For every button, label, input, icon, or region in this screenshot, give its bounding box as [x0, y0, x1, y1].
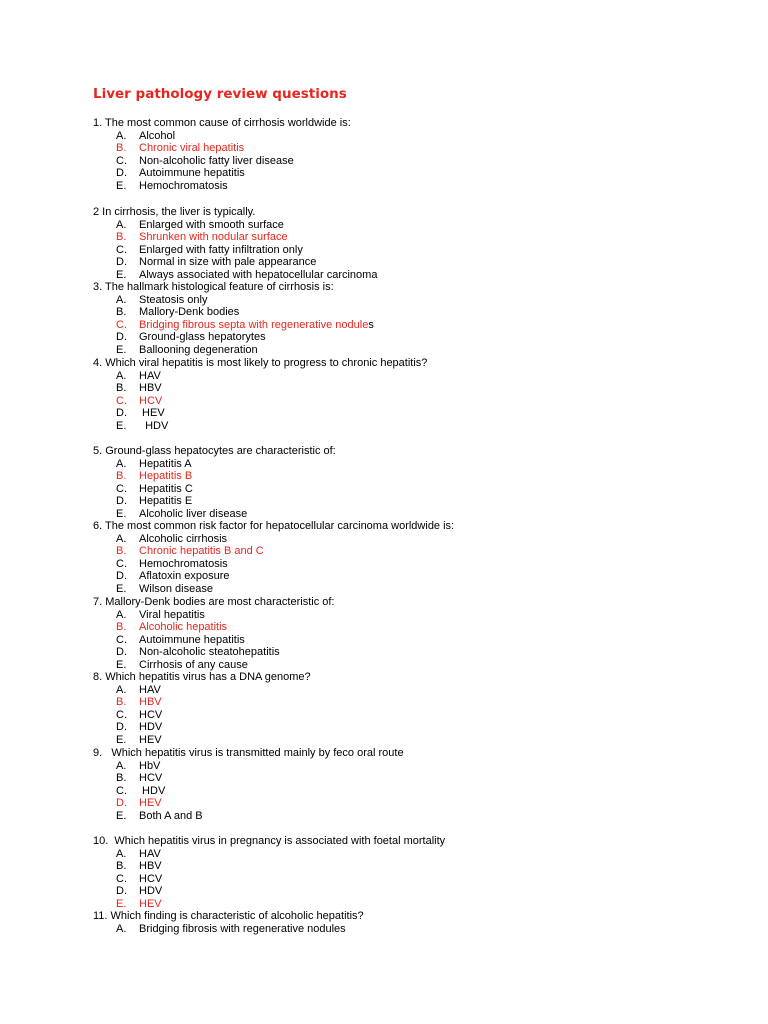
option-text-main: Cirrhosis of any cause [139, 659, 248, 671]
answer-option-text [139, 545, 264, 558]
option-text [139, 533, 227, 546]
option-text-main: Mallory-Denk bodies [139, 306, 240, 319]
option-text-main: HCV [139, 772, 163, 785]
option-text [139, 646, 280, 659]
option-letter: B. [116, 306, 127, 319]
option-text-main: HBV [139, 382, 162, 395]
option-text [139, 458, 192, 471]
option-text [139, 873, 162, 886]
option-text-main: Both A and B [139, 810, 203, 822]
option-letter: C. [116, 154, 127, 167]
option-text-main: Alcoholic liver disease [139, 508, 248, 520]
question-prompt-7: 7. Mallory-Denk bodies are most characteristic of: [93, 596, 335, 608]
option-text-main: Ballooning degeneration [139, 344, 258, 356]
option-text-main: HDV [139, 885, 163, 898]
option-text-main: HAV [139, 683, 161, 696]
option-text-main: HBV [139, 696, 162, 709]
question-prompt-4: 4. Which viral hepatitis is most likely to progress to chronic hepatitis? [93, 357, 428, 369]
option-letter: A. [116, 293, 127, 306]
option-text [139, 180, 228, 193]
option-letter: D. [116, 256, 127, 269]
option-text [139, 583, 213, 596]
option-text [139, 760, 160, 773]
option-letter: C. [116, 318, 127, 331]
option-text-main: HDV [139, 420, 169, 432]
option-text [139, 155, 294, 168]
option-text [139, 495, 192, 508]
option-text-main: HCV [139, 708, 163, 721]
option-text-main: Wilson disease [139, 583, 213, 595]
option-letter: E. [116, 898, 127, 910]
option-letter: D. [116, 495, 127, 508]
option-text-main: HDV [139, 784, 166, 797]
option-letter: E. [116, 344, 127, 356]
option-letter: A. [116, 683, 127, 696]
question-prompt-8: 8. Which hepatitis virus has a DNA genome? [93, 671, 311, 683]
question-prompt-5: 5. Ground-glass hepatocytes are characteristic of: [93, 445, 336, 457]
document-title: Liver pathology review questions [93, 86, 347, 102]
option-text-main: HDV [139, 721, 163, 734]
option-text-main: HCV [139, 394, 163, 407]
option-text [139, 709, 162, 722]
option-text-main: Autoimmune hepatitis [139, 633, 245, 646]
option-letter: D. [116, 167, 127, 180]
option-text [139, 734, 162, 747]
option-text-main: Hepatitis E [139, 495, 193, 508]
option-text-main: Ground-glass hepatorytes [139, 331, 266, 344]
option-letter: C. [116, 708, 127, 721]
option-text [139, 885, 162, 898]
question-prompt-9: 9. Which hepatitis virus is transmitted mainly by feco oral route [93, 747, 404, 759]
option-text [139, 420, 168, 433]
option-letter: E. [116, 420, 127, 432]
option-letter: B. [116, 545, 127, 558]
option-text [139, 256, 316, 269]
option-text-main: Hemochromatosis [139, 557, 228, 570]
option-letter: E. [116, 734, 127, 746]
option-letter: A. [116, 369, 127, 382]
option-letter: C. [116, 557, 127, 570]
question-prompt-3: 3. The hallmark histological feature of cirrhosis is: [93, 281, 334, 293]
option-text [139, 570, 230, 583]
option-letter: D. [116, 646, 127, 659]
option-letter: E. [116, 583, 127, 595]
option-text-main: Non-alcoholic fatty liver disease [139, 154, 294, 167]
option-text [139, 609, 205, 622]
option-letter: D. [116, 407, 127, 420]
option-text-main: Shrunken with nodular surface [139, 231, 288, 244]
option-text [139, 772, 162, 785]
option-text [139, 370, 161, 383]
option-text-main: Always associated with hepatocellular carcinoma [139, 269, 378, 281]
option-text [139, 167, 245, 180]
option-letter: B. [116, 470, 127, 483]
answer-option-text [139, 470, 192, 483]
option-text [139, 244, 303, 257]
option-letter: B. [116, 696, 127, 709]
option-text-suffix: s [368, 318, 374, 331]
option-text [139, 785, 165, 798]
option-text [139, 331, 266, 344]
option-text-main: Hemochromatosis [139, 180, 228, 192]
option-letter: A. [116, 129, 127, 142]
option-text [139, 634, 245, 647]
answer-option-text [139, 395, 162, 408]
option-text-main: Alcoholic hepatitis [139, 621, 228, 634]
answer-option-text [139, 797, 162, 810]
option-text-main: HAV [139, 847, 161, 860]
option-text-main: Non-alcoholic steatohepatitis [139, 646, 280, 659]
option-text [139, 923, 346, 936]
option-letter: B. [116, 621, 127, 634]
question-prompt-2: 2 In cirrhosis, the liver is typically. [93, 206, 256, 218]
option-letter: C. [116, 394, 127, 407]
option-letter: E. [116, 269, 127, 281]
option-letter: C. [116, 482, 127, 495]
option-text [139, 721, 162, 734]
option-text-main: HBV [139, 860, 162, 873]
option-text-main: HAV [139, 369, 161, 382]
option-text [139, 860, 162, 873]
option-letter: A. [116, 218, 127, 231]
option-text [139, 306, 239, 319]
option-letter: E. [116, 508, 127, 520]
option-text [139, 558, 228, 571]
answer-option-text [139, 621, 227, 634]
option-letter: A. [116, 847, 127, 860]
option-letter: A. [116, 759, 127, 772]
option-letter: C. [116, 784, 127, 797]
option-text-main: Normal in size with pale appearance [139, 256, 317, 269]
option-letter: B. [116, 860, 127, 873]
option-text-main: HEV [139, 898, 162, 910]
question-prompt-11: 11. Which finding is characteristic of alcoholic hepatitis? [93, 910, 364, 922]
option-letter: B. [116, 142, 127, 155]
option-text-main: Autoimmune hepatitis [139, 167, 245, 180]
option-text-main: HEV [139, 797, 162, 810]
option-letter: B. [116, 382, 127, 395]
option-text [139, 407, 165, 420]
answer-option-text [139, 696, 162, 709]
option-letter: E. [116, 810, 127, 822]
option-letter: C. [116, 243, 127, 256]
option-text-main: Steatosis only [139, 293, 208, 306]
option-text [139, 483, 193, 496]
option-text [139, 219, 284, 232]
option-letter: E. [116, 180, 127, 192]
option-text-main: HEV [139, 734, 162, 746]
option-letter: D. [116, 570, 127, 583]
option-text-main: HCV [139, 872, 163, 885]
option-text-main: Alcohol [139, 129, 176, 142]
option-letter: A. [116, 532, 127, 545]
option-letter: A. [116, 922, 127, 935]
option-text [139, 684, 161, 697]
option-text-main: Hepatitis A [139, 457, 192, 470]
option-text-main: Enlarged with fatty infiltration only [139, 243, 303, 256]
option-text-main: Alcoholic cirrhosis [139, 532, 228, 545]
option-letter: A. [116, 608, 127, 621]
option-text [139, 382, 162, 395]
answer-option-text [139, 319, 374, 332]
option-text-main: Bridging fibrous septa with regenerative nodule [139, 318, 369, 331]
option-letter: B. [116, 772, 127, 785]
question-prompt-6: 6. The most common risk factor for hepatocellular carcinoma worldwide is: [93, 520, 455, 532]
option-text-main: Bridging fibrosis with regenerative nodules [139, 922, 346, 935]
option-text-main: Hepatitis B [139, 470, 193, 483]
option-text-main: Chronic viral hepatitis [139, 142, 245, 155]
answer-option-text [139, 231, 288, 244]
option-letter: D. [116, 885, 127, 898]
option-text [139, 344, 258, 357]
option-text-main: HEV [139, 407, 165, 420]
option-letter: E. [116, 659, 127, 671]
question-prompt-1: 1. The most common cause of cirrhosis worldwide is: [93, 117, 351, 129]
question-prompt-10: 10. Which hepatitis virus in pregnancy is associated with foetal mortality [93, 835, 446, 847]
option-letter: A. [116, 457, 127, 470]
answer-option-text [139, 142, 244, 155]
option-text-main: Hepatitis C [139, 482, 193, 495]
option-text-main: Aflatoxin exposure [139, 570, 230, 583]
option-text-main: Viral hepatitis [139, 608, 205, 621]
option-letter: B. [116, 231, 127, 244]
option-letter: D. [116, 797, 127, 810]
option-letter: D. [116, 331, 127, 344]
option-letter: C. [116, 872, 127, 885]
option-text-main: Enlarged with smooth surface [139, 218, 284, 231]
option-text-main: HbV [139, 759, 161, 772]
option-letter: C. [116, 633, 127, 646]
option-text [139, 848, 161, 861]
option-letter: D. [116, 721, 127, 734]
option-text [139, 130, 175, 143]
option-text [139, 810, 203, 823]
option-text [139, 294, 207, 307]
option-text-main: Chronic hepatitis B and C [139, 545, 264, 558]
